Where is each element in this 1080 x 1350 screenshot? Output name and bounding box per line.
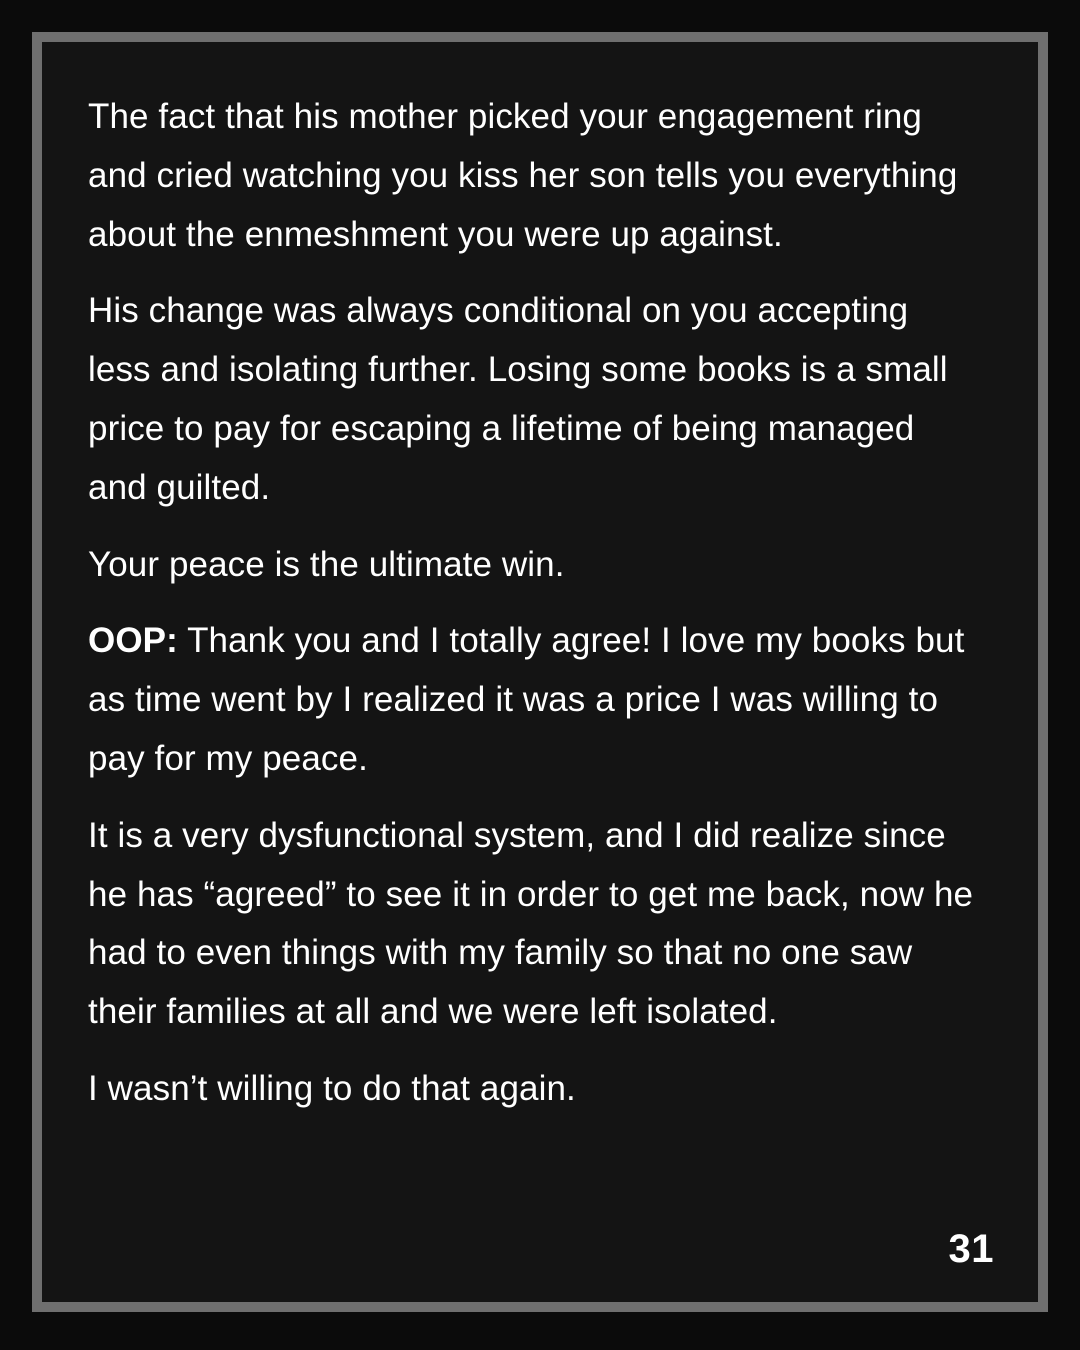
- paragraph-text: Your peace is the ultimate win.: [88, 544, 565, 584]
- speaker-label-oop: OOP:: [88, 621, 178, 661]
- paragraph: [88, 88, 980, 264]
- paragraph: [88, 807, 980, 1042]
- text-card-frame: [32, 32, 1048, 1312]
- paragraph-text: The fact that his mother picked your engagement ring and cried watching you kiss her son tells you everything about the enmeshment you were up against.: [88, 97, 958, 254]
- paragraph-text: Thank you and I totally agree! I love my books but as time went by I realized it was a price I was willing to pay for my peace.: [88, 621, 965, 778]
- paragraph-text: His change was always conditional on you accepting less and isolating further. Losing some books is a small price to pay for escaping a lifetime of being managed and guilted.: [88, 291, 948, 507]
- paragraph: [88, 1060, 980, 1119]
- paragraph-oop-reply: [88, 612, 980, 788]
- story-text-block: [88, 88, 980, 1262]
- paragraph: [88, 536, 980, 595]
- paragraph: [88, 282, 980, 517]
- page-number: 31: [948, 1227, 994, 1271]
- paragraph-text: It is a very dysfunctional system, and I did realize since he has “agreed” to see it in order to get me back, now he had to even things with my family so that no one saw their families at all and we were left isolated.: [88, 815, 974, 1032]
- text-card-inner: [42, 42, 1038, 1302]
- paragraph-text: I wasn’t willing to do that again.: [88, 1068, 576, 1108]
